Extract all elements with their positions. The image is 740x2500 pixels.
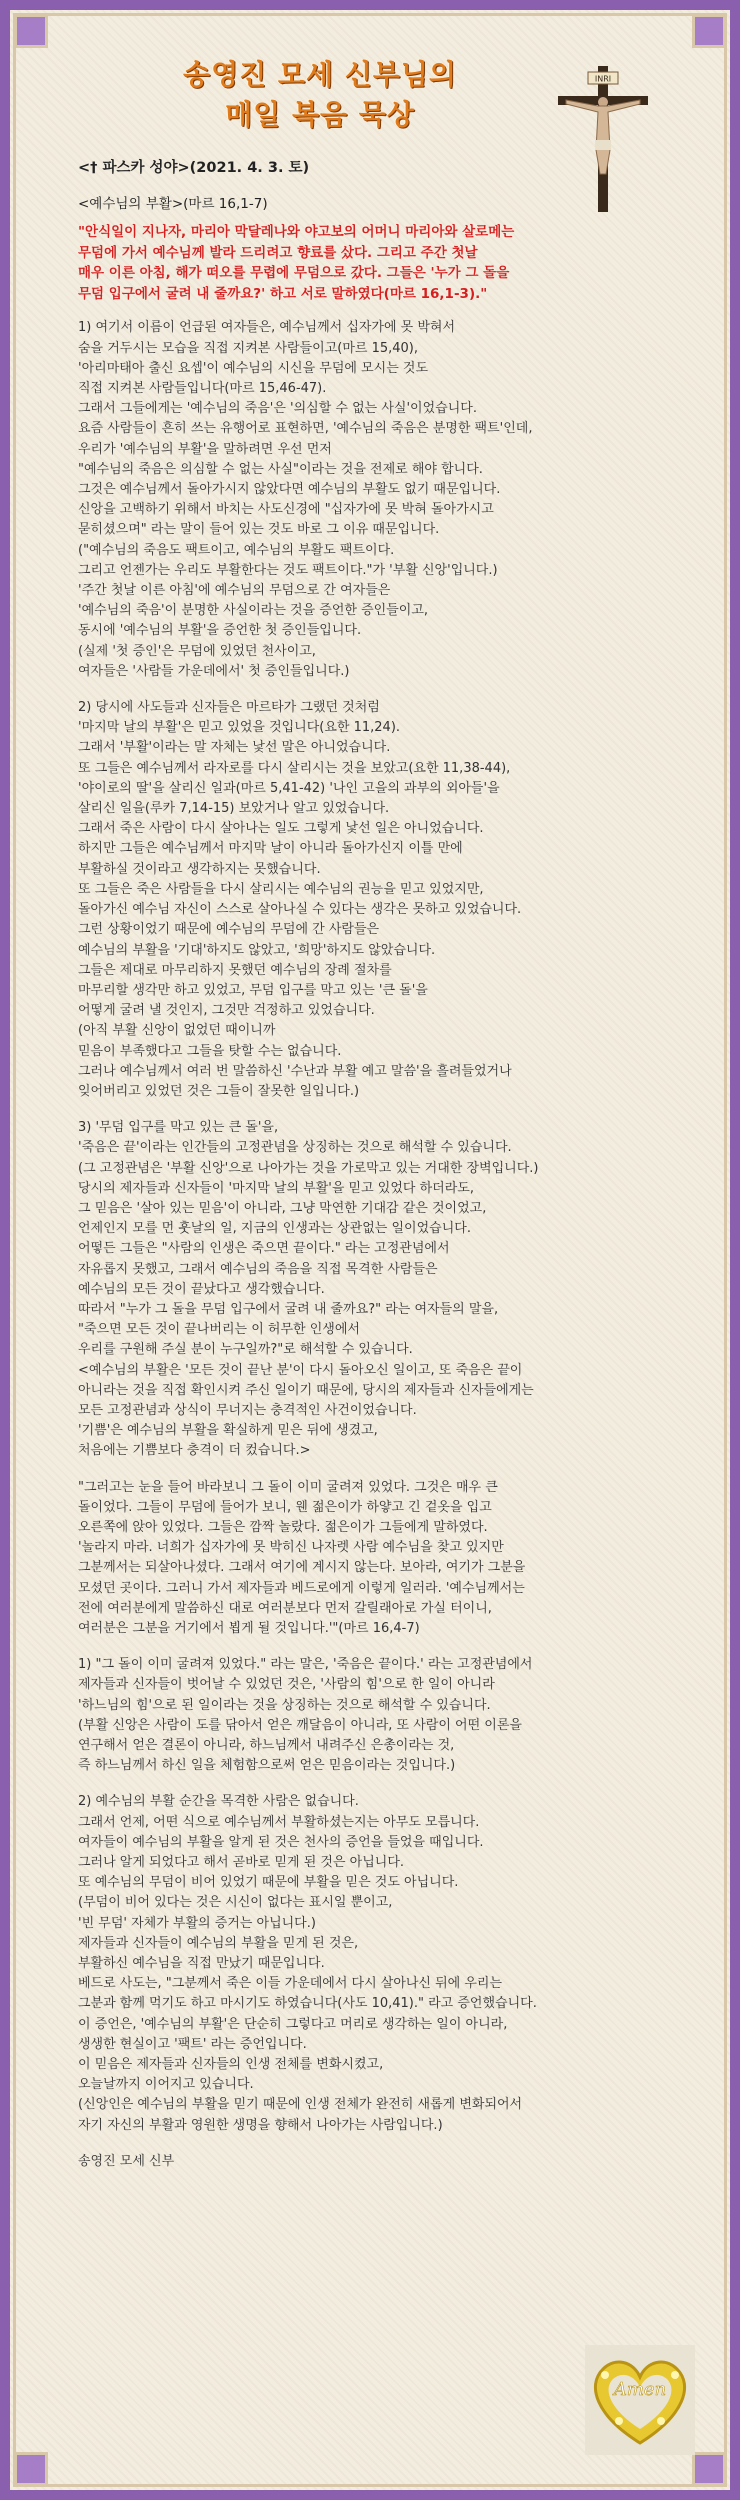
- section-line: 그런 상황이었기 때문에 예수님의 무덤에 간 사람들은: [78, 922, 380, 938]
- section-line: 2) 당시에 사도들과 신자들은 마르타가 그랬던 것처럼: [78, 700, 380, 716]
- section-line: '하느님의 힘'으로 된 일이라는 것을 상징하는 것으로 해석할 수 있습니다.: [78, 1697, 491, 1713]
- section-line: 자기 자신의 부활과 영원한 생명을 향해서 나아가는 사람입니다.): [78, 2117, 443, 2133]
- section-line: 부활하신 예수님을 직접 만났기 때문입니다.: [78, 1956, 325, 1972]
- section-line: 그리고 언젠가는 우리도 부활한다는 것도 팩트이다."가 '부활 신앙'입니다.): [78, 562, 498, 578]
- liturgy-date: <† 파스카 성야>(2021. 4. 3. 토): [78, 160, 310, 176]
- section-line: '놀라지 마라. 너희가 십자가에 못 박히신 나자렛 사람 예수님을 찾고 있지만: [78, 1540, 504, 1556]
- section-line: '예수님의 죽음'이 분명한 사실이라는 것을 증언한 증인들이고,: [78, 603, 429, 619]
- section-line: (아직 부활 신앙이 없었던 때이니까: [78, 1023, 276, 1039]
- section-line: 여자들이 예수님의 부활을 알게 된 것은 천사의 증언을 들었을 때입니다.: [78, 1834, 484, 1850]
- page-title-line1: 송영진 모세 신부님의: [183, 58, 457, 91]
- section-line: 그것은 예수님께서 돌아가시지 않았다면 예수님의 부활도 없기 때문입니다.: [78, 482, 501, 498]
- section-line: 1) 여기서 이름이 언급된 여자들은, 예수님께서 십자가에 못 박혀서: [78, 320, 456, 336]
- inri-sign: INRI: [594, 74, 612, 84]
- section-line: "그러고는 눈을 들어 바라보니 그 돌이 이미 굴려져 있었다. 그것은 매우 큰: [78, 1479, 498, 1495]
- section-line: <예수님의 부활은 '모든 것이 끝난 분'이 다시 돌아오신 일이고, 또 죽음은 끝이: [78, 1362, 523, 1378]
- section-line: 모든 고정관념과 상식이 무너지는 충격적인 사건이었습니다.: [78, 1402, 417, 1418]
- section-line: 그분과 함께 먹기도 하고 마시기도 하였습니다(사도 10,41)." 라고 증언했습니다.: [78, 1996, 537, 2012]
- section-line: 생생한 현실이고 '팩트' 라는 증언입니다.: [78, 2036, 307, 2052]
- section-line: 즉 하느님께서 하신 일을 체험함으로써 얻은 믿음이라는 것입니다.): [78, 1758, 456, 1774]
- section-line: 또 그들은 죽은 사람들을 다시 살리시는 예수님의 권능을 믿고 있었지만,: [78, 881, 484, 897]
- gospel-line: 무덤에 가서 예수님께 발라 드리려고 향료를 샀다. 그리고 주간 첫날: [78, 244, 478, 261]
- section-line: '죽음은 끝'이라는 인간들의 고정관념을 상징하는 것으로 해석할 수 있습니다.: [78, 1140, 512, 1156]
- section-line: '마지막 날의 부활'은 믿고 있었을 것입니다(요한 11,24).: [78, 720, 401, 736]
- gospel-line: 매우 이른 아침, 해가 떠오를 무렵에 무덤으로 갔다. 그들은 '누가 그 돌을: [78, 265, 510, 282]
- section-line: 숨을 거두시는 모습을 직접 지켜본 사람들이고(마르 15,40),: [78, 340, 419, 356]
- section-line: (실제 '첫 증인'은 무덤에 있었던 천사이고,: [78, 643, 316, 659]
- section-line: 이 믿음은 제자들과 신자들의 인생 전체를 변화시켰고,: [78, 2057, 384, 2073]
- section-line: 어떻든 그들은 "사람의 인생은 죽으면 끝이다." 라는 고정관념에서: [78, 1241, 450, 1257]
- section-line: 오른쪽에 앉아 있었다. 그들은 깜짝 놀랐다. 젊은이가 그들에게 말하였다.: [78, 1519, 488, 1535]
- section-line: (무덤이 비어 있다는 것은 시신이 없다는 표시일 뿐이고,: [78, 1895, 393, 1911]
- meditation-section: [78, 698, 688, 1102]
- section-line: 따라서 "누가 그 돌을 무덤 입구에서 굴려 내 줄까요?" 라는 여자들의 말을,: [78, 1301, 499, 1317]
- section-line: 우리가 '예수님의 부활'을 말하려면 우선 먼저: [78, 441, 332, 457]
- section-line: 2) 예수님의 부활 순간을 목격한 사람은 없습니다.: [78, 1794, 359, 1810]
- page-title-line2: 매일 복음 묵상: [225, 98, 415, 131]
- section-line: 그분께서는 되살아나셨다. 그래서 여기에 계시지 않는다. 보아라, 여기가 그분을: [78, 1560, 526, 1576]
- section-line: 예수님의 부활을 '기대'하지도 않았고, '희망'하지도 않았습니다.: [78, 942, 436, 958]
- section-line: 어떻게 굴려 낼 것인지, 그것만 걱정하고 있었습니다.: [78, 1003, 375, 1019]
- frame-corner-ornament: [14, 14, 48, 48]
- section-line: 그러나 알게 되었다고 해서 곧바로 믿게 된 것은 아닙니다.: [78, 1855, 405, 1871]
- section-line: 그러나 예수님께서 여러 번 말씀하신 '수난과 부활 예고 말씀'을 흘려들었거나: [78, 1063, 512, 1079]
- gospel-line: "안식일이 지나자, 마리아 막달레나와 야고보의 어머니 마리아와 살로메는: [78, 224, 515, 241]
- section-line: "죽으면 모든 것이 끝나버리는 이 허무한 인생에서: [78, 1322, 360, 1338]
- meditation-section: [78, 1792, 688, 2135]
- section-line: 하지만 그들은 예수님께서 마지막 날이 아니라 돌아가신지 이틀 만에: [78, 841, 463, 857]
- section-line: 마무리할 생각만 하고 있었고, 무덤 입구를 막고 있는 '큰 돌'을: [78, 982, 428, 998]
- meditation-section: [78, 318, 688, 682]
- amen-wreath-image: [585, 2345, 695, 2455]
- section-line: '야이로의 딸'을 살리신 일과(마르 5,41-42) '나인 고을의 과부의 외아들'을: [78, 780, 500, 796]
- author-signature: 송영진 모세 신부: [78, 2153, 175, 2169]
- section-line: 그들은 제대로 마무리하지 못했던 예수님의 장례 절차를: [78, 962, 392, 978]
- gospel-reference: <예수님의 부활>(마르 16,1-7): [78, 196, 268, 213]
- section-line: 요즘 사람들이 흔히 쓰는 유행어로 표현하면, '예수님의 죽음은 분명한 팩트'인데,: [78, 421, 533, 437]
- section-line: 오늘날까지 이어지고 있습니다.: [78, 2077, 254, 2093]
- amen-label: Amen: [613, 2379, 667, 2400]
- section-line: 그래서 언제, 어떤 식으로 예수님께서 부활하셨는지는 아무도 모릅니다.: [78, 1814, 480, 1830]
- section-line: "예수님의 죽음은 의심할 수 없는 사실"이라는 것을 전제로 해야 합니다.: [78, 461, 483, 477]
- section-line: 베드로 사도는, "그분께서 죽은 이들 가운데에서 다시 살아나신 뒤에 우리는: [78, 1976, 503, 1992]
- section-line: '아리마태아 출신 요셉'이 예수님의 시신을 무덤에 모시는 것도: [78, 360, 429, 376]
- section-line: 당시의 제자들과 신자들이 '마지막 날의 부활'을 믿고 있었다 하더라도,: [78, 1180, 474, 1196]
- section-line: 여자들은 '사람들 가운데에서' 첫 증인들입니다.): [78, 663, 350, 679]
- section-line: 직접 지켜본 사람들입니다(마르 15,46-47).: [78, 381, 327, 397]
- section-line: 모셨던 곳이다. 그러니 가서 제자들과 베드로에게 이렇게 일러라. '예수님께서는: [78, 1580, 525, 1596]
- section-line: 언제인지 모를 먼 훗날의 일, 지금의 인생과는 상관없는 일이었습니다.: [78, 1221, 471, 1237]
- frame-corner-ornament: [692, 2452, 726, 2486]
- meditation-section: [78, 1655, 688, 1776]
- section-line: 이 증언은, '예수님의 부활'은 단순히 그렇다고 머리로 생각하는 일이 아니라,: [78, 2016, 508, 2032]
- page-header: [40, 55, 600, 135]
- section-line: 또 그들은 예수님께서 라자로를 다시 살리시는 것을 보았고(요한 11,38-44),: [78, 760, 511, 776]
- section-line: 묻히셨으며" 라는 말이 들어 있는 것도 바로 그 이유 때문입니다.: [78, 522, 440, 538]
- section-line: (신앙인은 예수님의 부활을 믿기 때문에 인생 전체가 완전히 새롭게 변화되어서: [78, 2097, 523, 2113]
- section-line: 3) '무덤 입구를 막고 있는 큰 돌'을,: [78, 1120, 279, 1136]
- section-line: 동시에 '예수님의 부활'을 증언한 첫 증인들입니다.: [78, 623, 362, 639]
- section-line: ("예수님의 죽음도 팩트이고, 예수님의 부활도 팩트이다.: [78, 542, 395, 558]
- gospel-quote: [78, 222, 688, 304]
- meditation-section: [78, 1478, 688, 1640]
- gospel-line: 무덤 입구에서 굴려 내 줄까요?' 하고 서로 말하였다(마르 16,1-3).": [78, 285, 488, 302]
- section-line: 여러분은 그분을 거기에서 뵙게 될 것입니다.'"(마르 16,4-7): [78, 1621, 420, 1636]
- section-line: 그래서 그들에게는 '예수님의 죽음'은 '의심할 수 없는 사실'이었습니다.: [78, 401, 477, 417]
- section-line: 그래서 죽은 사람이 다시 살아나는 일도 그렇게 낯선 일은 아니었습니다.: [78, 821, 484, 837]
- section-line: (부활 신앙은 사람이 도를 닦아서 얻은 깨달음이 아니라, 또 사람이 어떤 이론을: [78, 1717, 522, 1733]
- section-line: 부활하실 것이라고 생각하지는 못했습니다.: [78, 861, 321, 877]
- frame-corner-ornament: [14, 2452, 48, 2486]
- section-line: 처음에는 기쁨보다 충격이 더 컸습니다.>: [78, 1443, 311, 1459]
- section-line: 그 믿음은 '살아 있는 믿음'이 아니라, 그냥 막연한 기대감 같은 것이었고,: [78, 1200, 487, 1216]
- section-line: '기쁨'은 예수님의 부활을 확실하게 믿은 뒤에 생겼고,: [78, 1423, 378, 1439]
- section-line: 그래서 '부활'이라는 말 자체는 낯선 말은 아니었습니다.: [78, 740, 391, 756]
- section-line: '주간 첫날 이른 아침'에 예수님의 무덤으로 간 여자들은: [78, 583, 391, 599]
- section-line: 아니라는 것을 직접 확인시켜 주신 일이기 때문에, 당시의 제자들과 신자들에게는: [78, 1382, 534, 1398]
- section-line: 자유롭지 못했고, 그래서 예수님의 죽음을 직접 목격한 사람들은: [78, 1261, 438, 1277]
- section-line: 전에 여러분에게 말씀하신 대로 여러분보다 먼저 갈릴래아로 가실 터이니,: [78, 1600, 492, 1616]
- section-line: 제자들과 신자들이 벗어날 수 있었던 것은, '사람의 힘'으로 한 일이 아니라: [78, 1677, 495, 1693]
- section-line: 또 예수님의 무덤이 비어 있었기 때문에 부활을 믿은 것도 아닙니다.: [78, 1875, 459, 1891]
- section-line: 제자들과 신자들이 예수님의 부활을 믿게 된 것은,: [78, 1935, 359, 1951]
- meditation-section: [78, 1118, 688, 1461]
- frame-corner-ornament: [692, 14, 726, 48]
- section-line: (그 고정관념은 '부활 신앙'으로 나아가는 것을 가로막고 있는 거대한 장벽입니다.): [78, 1160, 539, 1176]
- meditation-content: [78, 158, 688, 2172]
- section-line: '빈 무덤' 자체가 부활의 증거는 아닙니다.): [78, 1915, 316, 1931]
- section-line: 돌이었다. 그들이 무덤에 들어가 보니, 웬 젊은이가 하얗고 긴 겉옷을 입고: [78, 1499, 492, 1515]
- section-line: 1) "그 돌이 이미 굴려져 있었다." 라는 말은, '죽음은 끝이다.' 라는 고정관념에서: [78, 1657, 533, 1673]
- meditation-sections: [78, 318, 688, 2135]
- section-line: 신앙을 고백하기 위해서 바치는 사도신경에 "십자가에 못 박혀 돌아가시고: [78, 502, 494, 518]
- section-line: 우리를 구원해 주실 분이 누구일까?"로 해석할 수 있습니다.: [78, 1342, 413, 1358]
- section-line: 돌아가신 예수님 자신이 스스로 살아나실 수 있다는 생각은 못하고 있었습니다.: [78, 902, 522, 918]
- section-line: 믿음이 부족했다고 그들을 탓할 수는 없습니다.: [78, 1043, 342, 1059]
- section-line: 살리신 일을(루카 7,14-15) 보았거나 알고 있었습니다.: [78, 801, 390, 817]
- section-line: 연구해서 얻은 결론이 아니라, 하느님께서 내려주신 은총이라는 것,: [78, 1738, 455, 1754]
- section-line: 예수님의 모든 것이 끝났다고 생각했습니다.: [78, 1281, 325, 1297]
- section-line: 잊어버리고 있었던 것은 그들이 잘못한 일입니다.): [78, 1083, 360, 1099]
